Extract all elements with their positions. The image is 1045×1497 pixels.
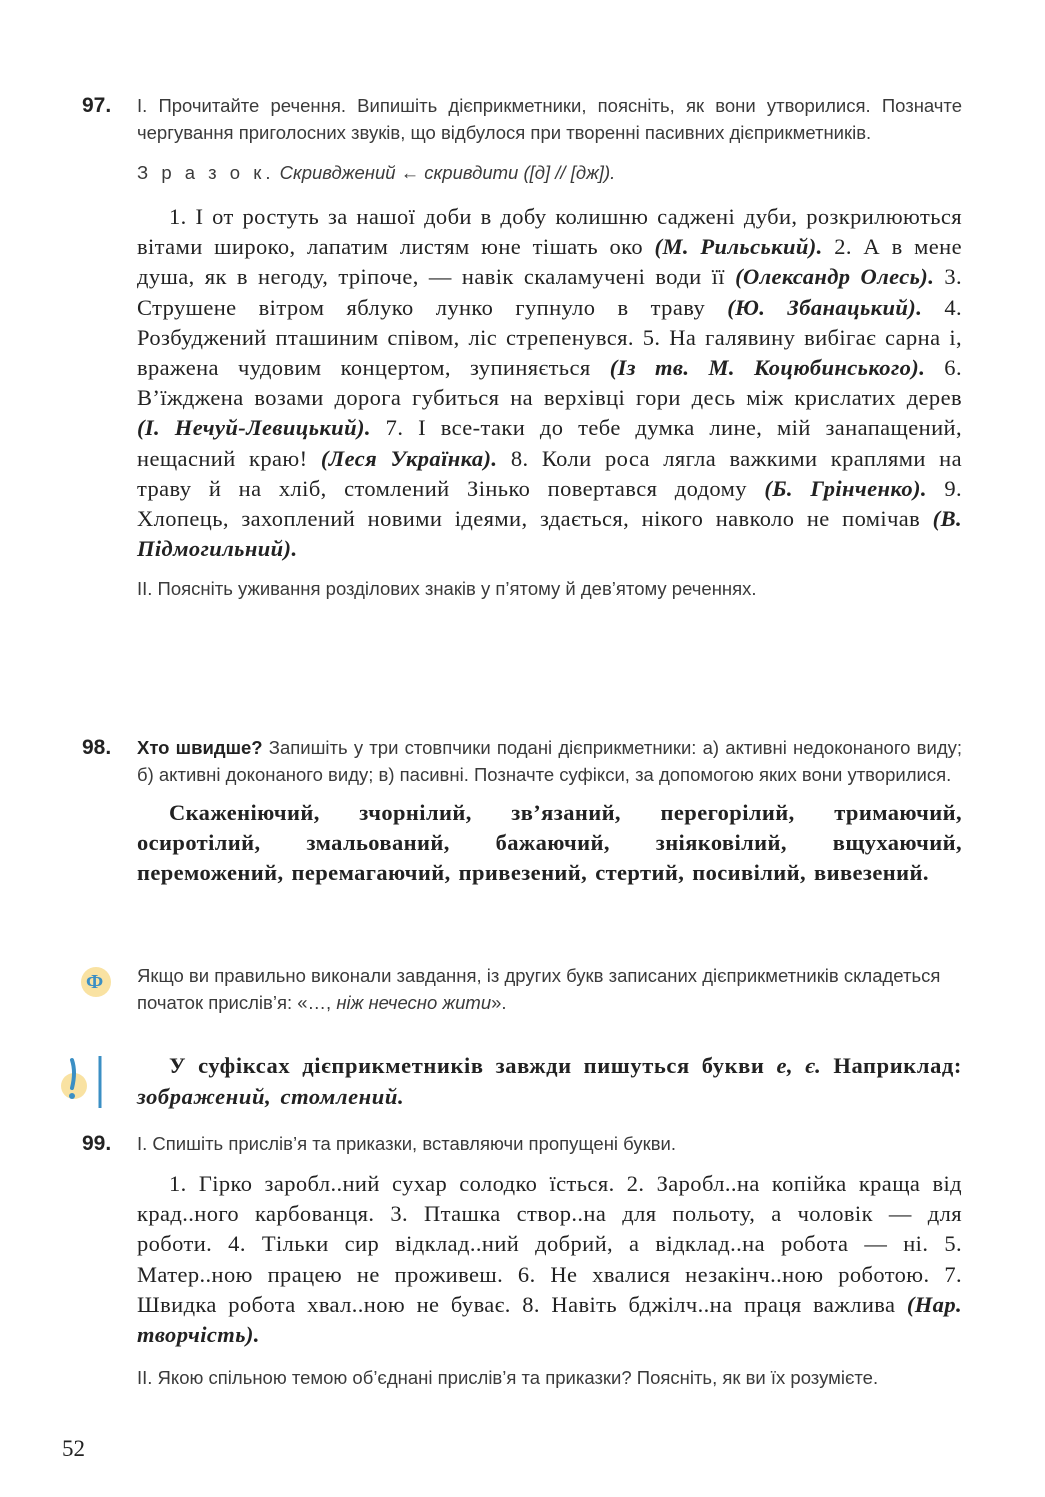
exercise-number: 97. — [82, 94, 112, 117]
exercise-99 — [82, 1130, 962, 1391]
author: (Олександр Олесь). — [735, 264, 935, 290]
author: (Із тв. М. Коцюбинського). — [609, 355, 926, 381]
author: (Б. Грінченко). — [764, 475, 927, 501]
sentence: 2. А в мене душа, як в негоду, тріпоче, — навік скаламучені води її — [137, 234, 962, 290]
sample-label: З р а з о к. — [137, 162, 275, 183]
page-number: 52 — [62, 1436, 85, 1461]
tip-italic: ніж нечесно жити — [336, 992, 492, 1013]
exercise-instruction: І. Прочитайте речення. Випишіть дієприкметники, поясніть, як вони утворилися. Позначте чергування приголосних звуків, що відбулося при творенні пасивних дієприкметників. — [137, 95, 962, 143]
sentence: 4. Розбуджений пташиним співом, ліс стрепенувся. 5. На галявину вибігає сарна і, вражена чудовим концертом, зупиняється — [137, 294, 963, 381]
sentence: 1. І от ростуть за нашої доби в добу колишню саджені дуби, розкрилюються вітами широко, лапатим листям юне тішать око — [137, 204, 962, 260]
tip-text: Якщо ви правильно виконали завдання, із других букв записаних дієприкметників складеться початок прислів’я: «…, ніж нечесно жити». — [137, 965, 941, 1013]
sentence: 6. В’їжджена возами дорога губиться на верхівці гори десь між крислатих дерев — [137, 355, 962, 411]
exercise-97 — [82, 92, 962, 600]
instruction-text: Запишіть у три стовпчики подані дієприкметники: а) активні недоконаного виду; б) активні доконаного виду; в) пасивні. Позначте суфікси, за допомогою яких вони утворилися. — [137, 737, 962, 785]
exercise-number: 99. — [82, 1132, 112, 1155]
exercise-text: 1. Гірко заробл..ний сухар солодко їсться. 2. Заробл..на копійка краща від крад..ного карбованця. 3. Пташка створ..на для польоту, а чоловік — для роботи. 4. Тільки сир відклад..ний добрий, а відклад..на робота — ні. 5. Матер..ною працею не проживеш. 6. Не хвалися незакінч..ною роботою. 7. Швидка робота хвал..ною не буває. 8. Навіть бджілч..на праця важлива (Нар. творчість). — [137, 1171, 962, 1348]
author: (Леся Українка). — [320, 445, 498, 471]
sentence: 8. Коли роса лягла важкими краплями на траву й на хліб, стомлений Зінько повертався додому — [137, 445, 962, 501]
sentence: 7. І все-таки до тебе думка лине, мій занапащений, нещасний краю! — [137, 415, 962, 471]
author: (Ю. Збанацький). — [727, 294, 923, 320]
author: (В. Підмогильний). — [137, 506, 962, 562]
exercise-98 — [82, 734, 962, 889]
bold-lead: Хто швидше? — [137, 737, 263, 758]
svg-text:Ф: Ф — [86, 971, 104, 993]
source: (Нар. творчість). — [137, 1291, 962, 1348]
word-list: Скаженіючий, зчорнілий, зв’язаний, перегорілий, тримаючий, осиротілий, змальований, бажаючий, зніяковілий, вщухаючий, переможений, перемагаючий, привезений, стертий, посивілий, вивезений. — [137, 800, 962, 886]
attention-icon — [60, 1052, 110, 1112]
author: (І. Нечуй-Левицький). — [137, 415, 371, 441]
exercise-task-2: ІІ. Якою спільною темою об’єднані прислів’я та приказки? Поясніть, як ви їх розумієте. — [137, 1367, 879, 1389]
exercise-number: 98. — [82, 736, 112, 759]
rule-text: У суфіксах дієприкметників завжди пишуться букви е, є. Наприклад: зображений, стомлений. — [137, 1053, 962, 1109]
rule-letters: е, є. — [776, 1053, 822, 1078]
author: (М. Рильський). — [654, 234, 823, 260]
example-label: Наприклад: — [833, 1053, 962, 1078]
sample-text: Скривджений ← скривдити ([д] // [дж]). — [279, 162, 616, 183]
sentence: 9. Хлопець, захоплений новими ідеями, здається, нікого навколо не помічав — [137, 475, 962, 532]
sentence: 3. Струшене вітром яблуко лунко гупнуло в траву — [137, 264, 963, 320]
exercise-text — [137, 202, 962, 564]
rule-examples: зображений, стомлений. — [137, 1084, 405, 1109]
sample — [137, 162, 962, 184]
hint-icon — [80, 962, 116, 1002]
exercise-task-2: ІІ. Поясніть уживання розділових знаків у п’ятому й дев’ятому реченнях. — [137, 578, 757, 600]
exercise-instruction — [137, 734, 962, 788]
exercise-instruction: І. Спишіть прислів’я та приказки, вставляючи пропущені букви. — [137, 1133, 677, 1154]
